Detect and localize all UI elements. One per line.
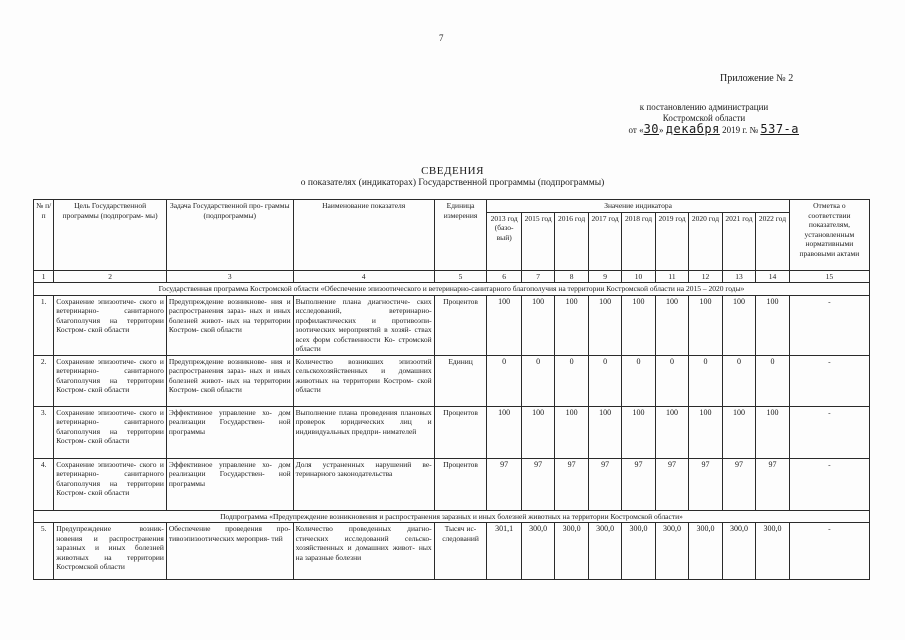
indicators-table <box>33 199 870 580</box>
column-number: 15 <box>789 270 869 283</box>
header-year: 2021 год <box>722 212 755 270</box>
table-row <box>34 458 870 510</box>
row-value: 97 <box>555 458 588 510</box>
header-row-1 <box>34 200 870 213</box>
row-value: 300,0 <box>756 523 790 580</box>
column-number: 5 <box>434 270 487 283</box>
header-year: 2017 год <box>588 212 621 270</box>
header-num: № п/п <box>34 200 54 271</box>
row-indicator: Доля устраненных нарушений ве- теринарного законодательства <box>293 458 434 510</box>
row-value: 100 <box>555 406 588 458</box>
row-value: 100 <box>655 406 688 458</box>
row-num: 1. <box>34 295 54 355</box>
row-value: 100 <box>521 406 554 458</box>
row-goal: Сохранение эпизоотиче- ского и ветеринарно- санитарного благополучия на территории Костром- ской области <box>54 295 167 355</box>
row-value: 301,1 <box>487 523 521 580</box>
row-unit: Процентов <box>434 458 487 510</box>
column-number: 7 <box>521 270 554 283</box>
column-number: 9 <box>588 270 621 283</box>
decree-day: 30 <box>643 122 660 136</box>
row-value: 100 <box>622 406 655 458</box>
row-num: 5. <box>34 523 54 580</box>
header-year: 2013 год (базо- вый) <box>487 212 521 270</box>
row-goal: Сохранение эпизоотиче- ского и ветеринарно- санитарного благополучия на территории Костром- ской области <box>54 406 167 458</box>
row-note: - <box>789 523 869 580</box>
table-row <box>34 295 870 355</box>
header-unit: Единица измерения <box>434 200 487 271</box>
header-year: 2020 год <box>689 212 722 270</box>
row-indicator: Количество проведенных диагно- стических исследований сельско- хозяйственных и домашних живот- ных на заразные болезни <box>293 523 434 580</box>
row-unit: Процентов <box>434 295 487 355</box>
row-note: - <box>789 458 869 510</box>
row-value: 0 <box>622 355 655 406</box>
row-goal: Сохранение эпизоотиче- ского и ветеринарно- санитарного благополучия на территории Костром- ской области <box>54 355 167 406</box>
row-value: 97 <box>756 458 790 510</box>
row-value: 100 <box>487 295 521 355</box>
row-task: Эффективное управление хо- дом реализации Государствен- ной программы <box>166 458 293 510</box>
row-value: 100 <box>588 406 621 458</box>
column-number: 11 <box>655 270 688 283</box>
row-task: Предупреждение возникнове- ния и распространения зараз- ных и иных болезней живот- ных на территории Костром- ской области <box>166 355 293 406</box>
document-title: СВЕДЕНИЯ <box>421 165 484 177</box>
decree-number: 537-а <box>760 122 799 136</box>
row-value: 100 <box>756 406 790 458</box>
row-value: 100 <box>655 295 688 355</box>
row-value: 300,0 <box>555 523 588 580</box>
section-program-title: Государственная программа Костромской области «Обеспечение эпизоотического и ветеринарно-санитарного благополучия на территории Костромской области на 2015 – 2020 годы» <box>34 283 870 296</box>
column-number: 10 <box>622 270 655 283</box>
table-row <box>34 523 870 580</box>
row-indicator: Выполнение плана диагностиче- ских исследований, ветеринарно- профилактических и противоэпи- зоотических мероприятий в хозяй- ствах всех форм собственности Ко- стромской области <box>293 295 434 355</box>
row-value: 300,0 <box>655 523 688 580</box>
column-number: 3 <box>166 270 293 283</box>
row-value: 100 <box>722 295 755 355</box>
row-value: 0 <box>555 355 588 406</box>
header-values-group: Значение индикатора <box>487 200 789 213</box>
row-value: 97 <box>622 458 655 510</box>
decree-reference <box>604 102 804 124</box>
row-num: 4. <box>34 458 54 510</box>
row-value: 100 <box>722 406 755 458</box>
row-value: 97 <box>722 458 755 510</box>
row-num: 2. <box>34 355 54 406</box>
row-value: 0 <box>655 355 688 406</box>
column-number-row <box>34 270 870 283</box>
row-task: Эффективное управление хо- дом реализации Государствен- ной программы <box>166 406 293 458</box>
section-row-subprogram <box>34 510 870 523</box>
row-value: 100 <box>689 295 722 355</box>
row-value: 100 <box>756 295 790 355</box>
decree-prefix: от « <box>628 125 644 135</box>
section-subprogram-title: Подпрограмма «Предупреждение возникновения и распространения заразных и иных болезней животных на территории Костромской области» <box>34 510 870 523</box>
row-task: Предупреждение возникнове- ния и распространения зараз- ных и иных болезней живот- ных на территории Костром- ской области <box>166 295 293 355</box>
row-num: 3. <box>34 406 54 458</box>
decree-quote: » <box>659 125 664 135</box>
row-value: 100 <box>521 295 554 355</box>
header-task: Задача Государственной про- граммы (подпрограммы) <box>166 200 293 271</box>
row-value: 97 <box>655 458 688 510</box>
row-value: 97 <box>521 458 554 510</box>
row-value: 100 <box>689 406 722 458</box>
row-value: 0 <box>722 355 755 406</box>
row-value: 300,0 <box>622 523 655 580</box>
row-unit: Единиц <box>434 355 487 406</box>
header-indicator: Наименование показателя <box>293 200 434 271</box>
row-value: 100 <box>622 295 655 355</box>
appendix-label: Приложение № 2 <box>720 73 794 84</box>
row-note: - <box>789 355 869 406</box>
page-number: 7 <box>439 33 444 43</box>
document-subtitle: о показателях (индикаторах) Государственной программы (подпрограммы) <box>300 178 605 188</box>
row-value: 0 <box>756 355 790 406</box>
row-value: 0 <box>689 355 722 406</box>
row-unit: Процентов <box>434 406 487 458</box>
table-row <box>34 355 870 406</box>
section-row-program <box>34 283 870 296</box>
row-value: 0 <box>521 355 554 406</box>
row-value: 97 <box>487 458 521 510</box>
row-goal: Предупреждение возник- новения и распространения заразных и иных болезней животных на территории Костромской области <box>54 523 167 580</box>
column-number: 2 <box>54 270 167 283</box>
row-note: - <box>789 295 869 355</box>
row-indicator: Выполнение плана проведения плановых проверок юридических лиц и индивидуальных предпри- нимателей <box>293 406 434 458</box>
row-unit: Тысяч ис- следований <box>434 523 487 580</box>
decree-month: декабря <box>665 122 720 136</box>
row-value: 0 <box>588 355 621 406</box>
header-year: 2019 год <box>655 212 688 270</box>
decree-line-2: Костромской области <box>662 113 746 123</box>
column-number: 1 <box>34 270 54 283</box>
header-year: 2022 год <box>756 212 790 270</box>
row-value: 300,0 <box>588 523 621 580</box>
header-goal: Цель Государственной программы (подпрограм- мы) <box>54 200 167 271</box>
column-number: 4 <box>293 270 434 283</box>
row-value: 300,0 <box>521 523 554 580</box>
table-row <box>34 406 870 458</box>
column-number: 6 <box>487 270 521 283</box>
row-indicator: Количество возникших эпизоотий сельскохозяйственных и домашних животных на территории Костром- ской области <box>293 355 434 406</box>
row-value: 100 <box>487 406 521 458</box>
row-value: 100 <box>555 295 588 355</box>
decree-line-1: к постановлению администрации <box>639 102 769 112</box>
header-year: 2018 год <box>622 212 655 270</box>
row-value: 300,0 <box>722 523 755 580</box>
header-year: 2016 год <box>555 212 588 270</box>
row-value: 100 <box>588 295 621 355</box>
row-value: 97 <box>689 458 722 510</box>
column-number: 8 <box>555 270 588 283</box>
row-value: 97 <box>588 458 621 510</box>
row-value: 300,0 <box>689 523 722 580</box>
header-note: Отметка о соответствии показателям, установленным нормативными правовыми актами <box>789 200 869 271</box>
decree-year: 2019 г. № <box>722 125 759 135</box>
column-number: 13 <box>722 270 755 283</box>
row-note: - <box>789 406 869 458</box>
row-task: Обеспечение проведения про- тивоэпизоотических мероприя- тий <box>166 523 293 580</box>
row-goal: Сохранение эпизоотиче- ского и ветеринарно- санитарного благополучия на территории Костром- ской области <box>54 458 167 510</box>
column-number: 14 <box>756 270 790 283</box>
header-year: 2015 год <box>521 212 554 270</box>
decree-date-line <box>629 122 800 136</box>
row-value: 0 <box>487 355 521 406</box>
column-number: 12 <box>689 270 722 283</box>
